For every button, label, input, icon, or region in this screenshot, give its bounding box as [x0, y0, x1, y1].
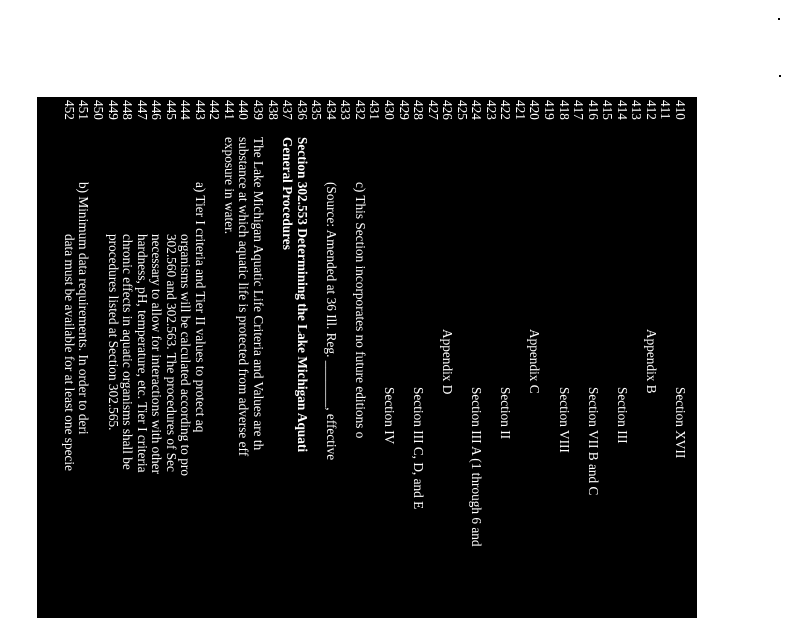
line-number: 414	[614, 100, 630, 120]
line-number: 431	[367, 100, 383, 120]
document-line	[163, 97, 178, 618]
document-line	[571, 97, 586, 618]
line-text: Section III	[614, 387, 630, 444]
line-number: 447	[134, 100, 150, 120]
line-text: a) Tier I criteria and Tier II values to protect aq	[192, 182, 208, 433]
document-line	[105, 97, 120, 618]
line-number: 452	[61, 100, 77, 120]
document-line	[440, 97, 455, 618]
line-text: c) This Section incorporates no future editions o	[352, 182, 368, 439]
line-text: Appendix D	[440, 329, 456, 395]
document-line	[61, 97, 76, 618]
line-text: organisms will be calculated according to pro	[178, 234, 194, 476]
line-number: 437	[280, 100, 296, 120]
line-number: 417	[571, 100, 587, 120]
speck-mark	[779, 75, 781, 77]
document-line	[192, 97, 207, 618]
document-line	[469, 97, 484, 618]
line-number: 441	[221, 100, 237, 120]
document-line	[614, 97, 629, 618]
line-number: 435	[309, 100, 325, 120]
line-number: 444	[178, 100, 194, 120]
line-number: 412	[643, 100, 659, 120]
line-number: 410	[673, 100, 688, 120]
document-line	[149, 97, 164, 618]
line-text: Section IV	[382, 387, 397, 445]
document-line	[352, 97, 367, 618]
line-number: 443	[192, 100, 208, 120]
line-text: (Source: Amended at 36 Ill. Reg. _______, effective	[323, 182, 339, 461]
line-number: 446	[149, 100, 165, 120]
line-text: Section 302.553 Determining the Lake Michigan Aquati	[294, 137, 310, 453]
document-line	[512, 97, 527, 618]
document-line	[338, 97, 353, 618]
document-line	[251, 97, 266, 618]
line-text: Section XVII	[673, 387, 688, 459]
document-line	[629, 97, 644, 618]
document-line	[454, 97, 469, 618]
line-text: Appendix B	[643, 329, 659, 394]
line-number: 418	[556, 100, 572, 120]
line-number: 449	[105, 100, 121, 120]
line-number: 448	[120, 100, 136, 120]
line-number: 440	[236, 100, 252, 120]
line-number: 438	[265, 100, 281, 120]
line-text: chronic effects in aquatic organisms shall be	[120, 234, 136, 470]
document-line	[367, 97, 382, 618]
document-line	[294, 97, 309, 618]
line-number: 429	[396, 100, 412, 120]
document-line	[542, 97, 557, 618]
line-number: 426	[440, 100, 456, 120]
line-text: Section III C, D, and E	[411, 387, 427, 510]
line-text: Section III A (1 through 6 and	[469, 387, 485, 547]
line-text: Appendix C	[527, 329, 543, 394]
line-text: Section II	[498, 387, 514, 440]
line-number: 430	[382, 100, 397, 120]
line-number: 439	[251, 100, 267, 120]
document-line	[396, 97, 411, 618]
document-line	[236, 97, 251, 618]
document-line	[643, 97, 658, 618]
line-number: 413	[629, 100, 645, 120]
document-line	[76, 97, 91, 618]
line-number: 433	[338, 100, 354, 120]
line-number: 421	[512, 100, 528, 120]
line-number: 445	[163, 100, 179, 120]
document-line	[425, 97, 440, 618]
line-number: 450	[91, 100, 106, 120]
line-number: 422	[498, 100, 514, 120]
document-line	[483, 97, 498, 618]
document-line	[309, 97, 324, 618]
line-number: 419	[542, 100, 558, 120]
line-number: 420	[527, 100, 543, 120]
line-text: The Lake Michigan Aquatic Life Criteria and Values are th	[251, 137, 267, 451]
line-number: 416	[585, 100, 601, 120]
line-text: Section VII B and C	[585, 387, 601, 496]
line-number: 423	[483, 100, 499, 120]
document-line	[221, 97, 236, 618]
line-text: exposure in water.	[221, 137, 237, 235]
line-number: 451	[76, 100, 92, 120]
document-line	[134, 97, 149, 618]
line-text: substance at which aquatic life is protected from adverse eff	[236, 137, 252, 457]
line-text: data must be available for at least one specie	[61, 234, 77, 472]
document-line	[600, 97, 615, 618]
document-line	[207, 97, 222, 618]
document-line	[323, 97, 338, 618]
line-text: General Procedures	[280, 137, 296, 250]
document-line	[556, 97, 571, 618]
line-number: 442	[207, 100, 223, 120]
document-line	[527, 97, 542, 618]
document-line	[658, 97, 673, 618]
line-text: Section VIII	[556, 387, 572, 453]
document-line	[265, 97, 280, 618]
document-line	[585, 97, 600, 618]
line-text: 302.560 and 302.563. The procedures of Sec	[163, 234, 179, 472]
speck-mark	[778, 18, 780, 20]
rotated-document-text	[37, 97, 697, 618]
line-text: necessary to allow for interactions with other	[149, 234, 165, 475]
line-number: 434	[323, 100, 339, 120]
document-line	[91, 97, 106, 618]
scanned-page	[37, 97, 697, 618]
line-number: 411	[658, 100, 674, 120]
line-number: 425	[454, 100, 470, 120]
document-line	[498, 97, 513, 618]
document-line	[280, 97, 295, 618]
line-number: 427	[425, 100, 441, 120]
document-line	[411, 97, 426, 618]
line-text: b) Minimum data requirements. In order to deri	[76, 182, 92, 435]
line-number: 436	[294, 100, 310, 120]
document-line	[673, 97, 688, 618]
line-number: 432	[352, 100, 368, 120]
line-number: 428	[411, 100, 427, 120]
line-number: 415	[600, 100, 616, 120]
line-text: hardness, pH, temperature, etc. Tier I criteria	[134, 234, 150, 473]
line-number: 424	[469, 100, 485, 120]
document-line	[120, 97, 135, 618]
document-line	[382, 97, 397, 618]
line-text: procedures listed at Section 302.565.	[105, 234, 121, 431]
document-line	[178, 97, 193, 618]
